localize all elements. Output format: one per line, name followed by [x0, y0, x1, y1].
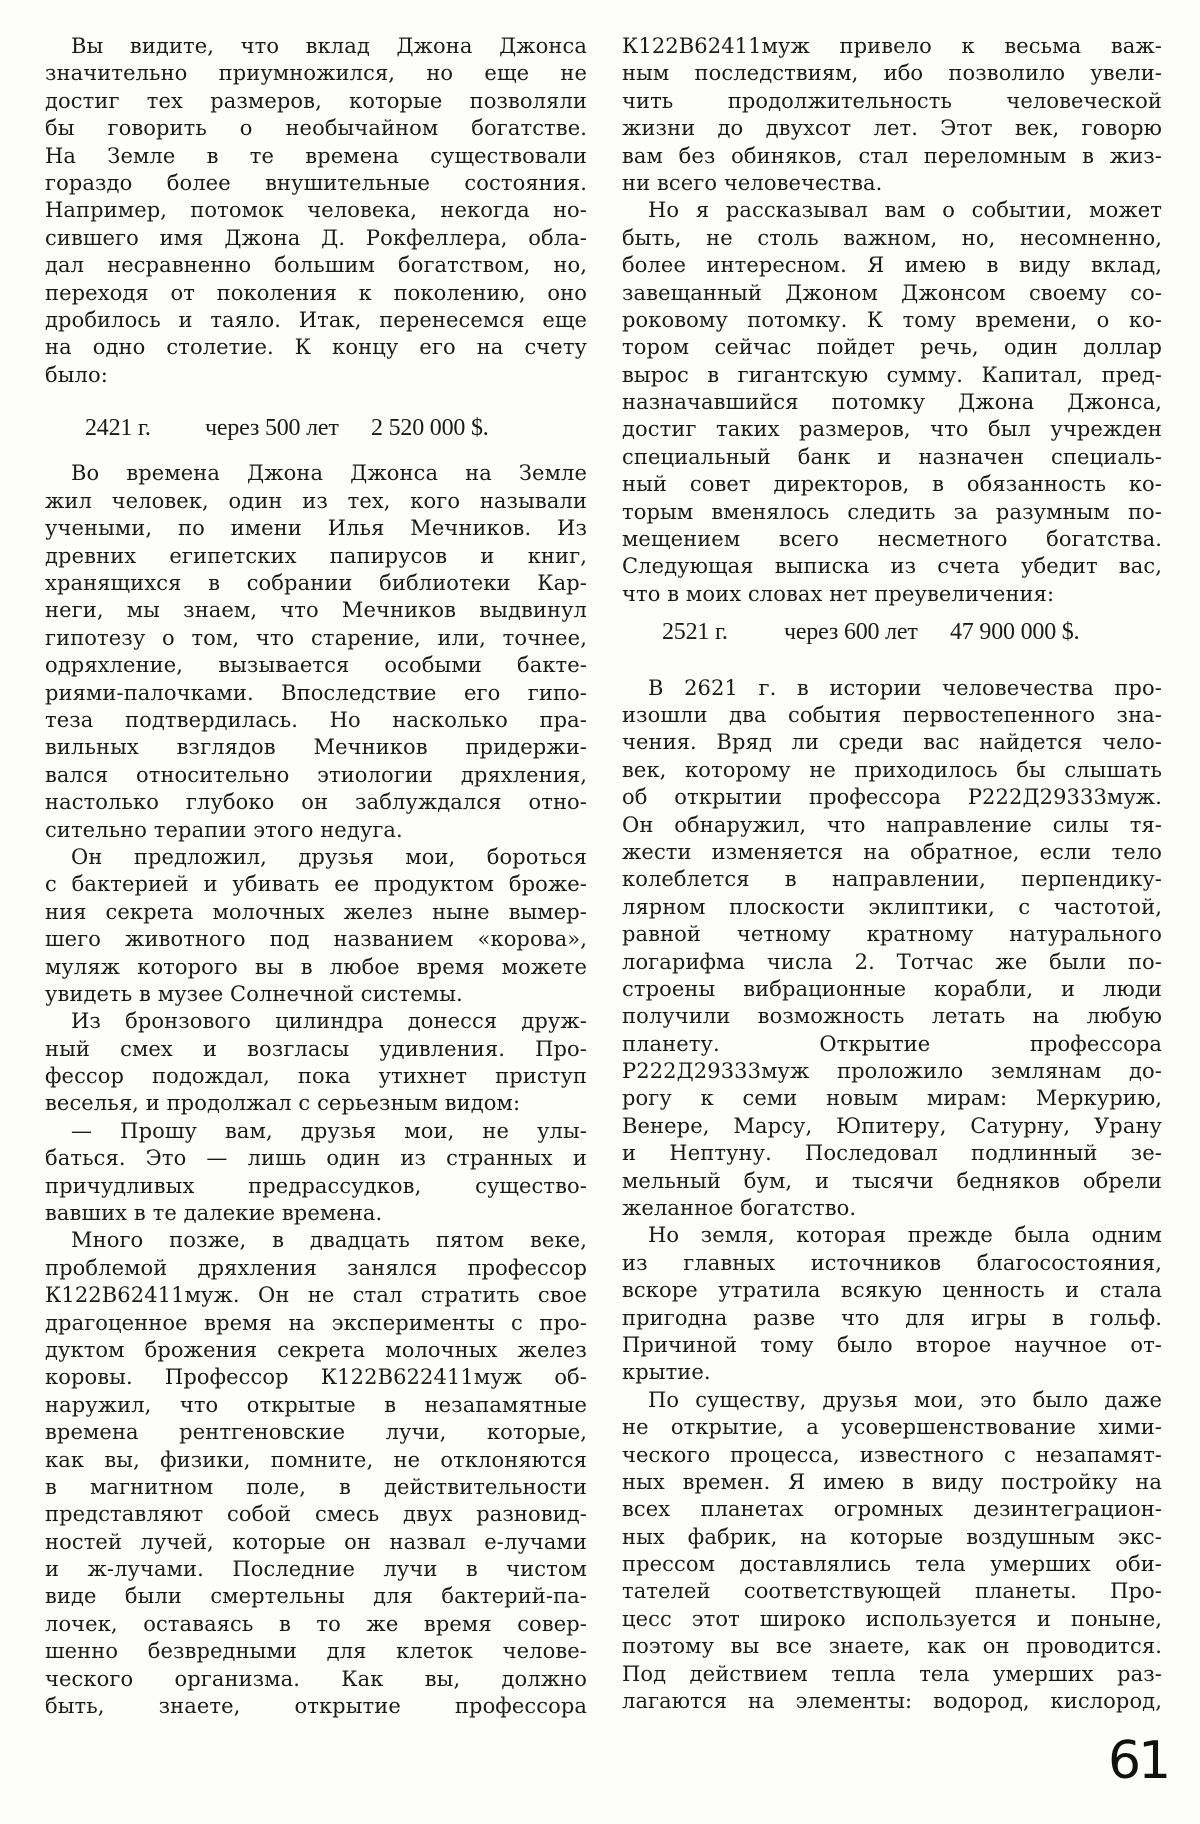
text-line: рогу к семи новым мирам: Меркурию, — [622, 1086, 1162, 1111]
text-line: вам без обиняков, стал переломным в жиз- — [622, 143, 1162, 168]
ledger-amount: 47 900 000 $. — [950, 619, 1080, 646]
text-line: не открытие, а усовершенствование хими- — [622, 1415, 1162, 1440]
paragraph — [622, 1387, 1162, 1716]
text-line: ческого организма. Как вы, должно — [45, 1666, 587, 1691]
right-column — [622, 33, 1162, 1715]
text-line: фессор подождал, пока утихнет приступ — [45, 1064, 587, 1089]
text-line: ния секрета молочных желез ныне вымер- — [45, 899, 587, 924]
text-line: хранящихся в собрании библиотеки Кар- — [45, 571, 587, 596]
text-line: Р222Д29333муж проложило землянам до- — [622, 1059, 1162, 1084]
text-line: более интересном. Я имею в виду вклад, — [622, 253, 1162, 278]
text-line: виде были смертельны для бактерий-па- — [45, 1584, 587, 1609]
text-line: сившего имя Джона Д. Рокфеллера, обла- — [45, 225, 587, 250]
text-line: дробилось и таяло. Итак, перенесемся еще — [45, 307, 587, 332]
text-line: проблемой дряхления занялся профессор — [45, 1255, 587, 1280]
paragraph — [622, 197, 1162, 608]
paragraph — [45, 1118, 587, 1228]
ledger-period: через 600 лет — [784, 619, 918, 646]
text-line: баться. Это — лишь один из странных и — [45, 1146, 587, 1171]
text-line: мещением всего несметного богатства. — [622, 527, 1162, 552]
text-line: шего животного под названием «корова», — [45, 927, 587, 952]
paragraph — [622, 675, 1162, 1223]
text-line: настолько глубоко он заблуждался отно- — [45, 790, 587, 815]
text-line: переходя от поколения к поколению, оно — [45, 280, 587, 305]
text-line: коровы. Профессор К122В622411муж об- — [45, 1365, 587, 1390]
paragraph — [45, 33, 587, 389]
text-line: Следующая выписка из счета убедит вас, — [622, 554, 1162, 579]
text-line: теза подтвердилась. Но насколько пра- — [45, 707, 587, 732]
ledger-year: 2421 г. — [85, 415, 151, 442]
text-line: ный совет директоров, в обязанность ко- — [622, 472, 1162, 497]
paragraph — [45, 1227, 587, 1720]
text-line: учеными, по имени Илья Мечников. Из — [45, 516, 587, 541]
text-line: логарифма числа 2. Тотчас же были по- — [622, 949, 1162, 974]
text-line: ных времен. Я имею в виду постройку на — [622, 1469, 1162, 1494]
text-line: В 2621 г. в истории человечества про- — [648, 675, 1162, 700]
text-line: Под действием тепла тела умерших раз- — [622, 1661, 1162, 1686]
text-line: Во времена Джона Джонса на Земле — [71, 461, 587, 486]
text-line: значительно приумножился, но еще не — [45, 61, 587, 86]
text-line: дал несравненно большим богатством, но, — [45, 253, 587, 278]
text-line: об открытии профессора Р222Д29333муж. — [622, 785, 1162, 810]
text-line: из главных источников благосостояния, — [622, 1250, 1162, 1275]
text-line: крытие. — [622, 1360, 711, 1385]
text-line: век, которому не приходилось бы слышать — [622, 757, 1162, 782]
text-line: изошли два события первостепенного зна- — [622, 702, 1162, 727]
account-ledger-entry-2421 — [85, 415, 587, 442]
text-line: вырос в гигантскую сумму. Капитал, пред- — [622, 362, 1162, 387]
paragraph — [45, 844, 587, 1008]
text-line: ным последствиям, ибо позволило увели- — [622, 61, 1162, 86]
text-line: Венере, Марсу, Юпитеру, Сатурну, Урану — [622, 1113, 1162, 1138]
left-column — [45, 33, 587, 1720]
text-line: вильных взглядов Мечников придержи- — [45, 735, 587, 760]
text-line: лочек, оставаясь в то же время совер- — [45, 1611, 587, 1636]
text-line: времена рентгеновские лучи, которые, — [45, 1420, 587, 1445]
text-line: гораздо более внушительные состояния. — [45, 170, 587, 195]
page-number: 61 — [1108, 1731, 1169, 1791]
text-line: и ж-лучами. Последние лучи в чистом — [45, 1557, 587, 1582]
text-line: веселья, и продолжал с серьезным видом: — [45, 1091, 521, 1116]
text-line: ных фабрик, на которые воздушным экс- — [622, 1524, 1162, 1549]
text-line: планету. Открытие профессора — [622, 1031, 1162, 1056]
ledger-amount: 2 520 000 $. — [371, 415, 489, 442]
text-line: цесс этот широко используется и поныне, — [622, 1606, 1162, 1631]
paragraph-continued — [622, 33, 1162, 197]
text-line: Вы видите, что вклад Джона Джонса — [71, 34, 587, 58]
text-line: строены вибрационные корабли, и люди — [622, 976, 1162, 1001]
text-line: как вы, физики, помните, не отклоняются — [45, 1447, 587, 1472]
text-line: мельный бум, и тысячи бедняков обрели — [622, 1168, 1162, 1193]
ledger-period: через 500 лет — [205, 415, 339, 442]
text-line: пригодна разве что для игры в гольф. — [622, 1305, 1162, 1330]
text-line: ностей лучей, которые он назвал е-лучами — [45, 1529, 587, 1554]
text-line: на одно столетие. К концу его на счету — [45, 335, 587, 360]
text-line: что в моих словах нет преувеличения: — [622, 581, 1055, 606]
text-line: прессом доставлялись тела умерших оби- — [622, 1552, 1162, 1577]
text-line: вался относительно этиологии дряхления, — [45, 762, 587, 787]
text-line: древних египетских папирусов и книг, — [45, 543, 587, 568]
text-line: равной четному кратному натурального — [622, 922, 1162, 947]
text-line: сительно терапии этого недуга. — [45, 817, 403, 842]
text-line: быть, знаете, открытие профессора — [45, 1694, 587, 1719]
text-line: вскоре утратила всякую ценность и стала — [622, 1278, 1162, 1303]
account-ledger-entry-2521 — [662, 619, 1162, 646]
text-line: быть, не столь важном, но, несомненно, — [622, 225, 1162, 250]
text-line: лярном плоскости эклиптики, с частотой, — [622, 894, 1162, 919]
text-line: Из бронзового цилиндра донесся друж- — [71, 1009, 587, 1034]
text-line: наружил, что открытые в незапамятные — [45, 1392, 587, 1417]
text-line: было: — [45, 362, 108, 387]
text-line: ческого процесса, известного с незапамят- — [622, 1442, 1162, 1467]
text-line: одряхление, вызывается особыми бакте- — [45, 653, 587, 678]
paragraph — [45, 1008, 587, 1118]
text-line: представляют собой смесь двух разновид- — [45, 1502, 587, 1527]
ledger-year: 2521 г. — [662, 619, 728, 646]
text-line: специальный банк и назначен специаль- — [622, 444, 1162, 469]
text-line: причудливых предрассудков, существо- — [45, 1173, 587, 1198]
text-line: Причиной тому было второе научное от- — [622, 1332, 1162, 1357]
text-line: гипотезу о том, что старение, или, точнее, — [45, 625, 587, 650]
text-line: вавших в те далекие времена. — [45, 1201, 383, 1226]
text-line: шенно безвредными для клеток челове- — [45, 1639, 587, 1664]
text-line: назначавшийся потомку Джона Джонса, — [622, 390, 1162, 415]
text-line: чения. Вряд ли среди вас найдется чело- — [622, 730, 1162, 755]
text-line: — Прошу вам, друзья мои, не улы- — [71, 1118, 587, 1143]
text-line: ный смех и возгласы удивления. Про- — [45, 1036, 587, 1061]
text-line: роковому потомку. К тому времени, о ко- — [622, 307, 1162, 332]
text-line: ни всего человечества. — [622, 170, 883, 195]
text-line: Много позже, в двадцать пятом веке, — [71, 1228, 587, 1253]
text-line: К122В62411муж привело к весьма важ- — [622, 34, 1162, 58]
text-line: муляж которого вы в любое время можете — [45, 954, 587, 979]
text-line: лагаются на элементы: водород, кислород, — [622, 1689, 1162, 1714]
paragraph — [622, 1222, 1162, 1386]
text-line: увидеть в музее Солнечной системы. — [45, 981, 463, 1006]
text-line: Он предложил, друзья мои, бороться — [71, 844, 587, 869]
text-line: На Земле в те времена существовали — [45, 143, 587, 168]
text-line: в магнитном поле, в действительности — [45, 1474, 587, 1499]
text-line: Он обнаружил, что направление силы тя- — [622, 812, 1162, 837]
text-line: торым вменялось следить за разумным по- — [622, 499, 1162, 524]
text-line: риями-палочками. Впоследствие его гипо- — [45, 680, 587, 705]
text-line: тателей соответствующей планеты. Про- — [622, 1579, 1162, 1604]
text-line: бы говорить о необычайном богатстве. — [45, 116, 587, 141]
text-line: Но земля, которая прежде была одним — [648, 1223, 1162, 1248]
text-line: с бактерией и убивать ее продуктом броже- — [45, 872, 587, 897]
text-line: тором сейчас пойдет речь, один доллар — [622, 335, 1162, 360]
text-line: чить продолжительность человеческой — [622, 88, 1162, 113]
text-line: получили возможность летать на любую — [622, 1004, 1162, 1029]
text-line: Например, потомок человека, некогда но- — [45, 198, 587, 223]
paragraph — [45, 460, 587, 843]
text-line: колеблется в направлении, перпендику- — [622, 867, 1162, 892]
text-line: поэтому вы все знаете, как он проводится. — [622, 1634, 1162, 1659]
text-line: жил человек, один из тех, кого называли — [45, 488, 587, 513]
text-line: достиг тех размеров, которые позволяли — [45, 88, 587, 113]
text-line: К122В62411муж. Он не стал стратить свое — [45, 1283, 587, 1308]
text-line: завещанный Джоном Джонсом своему со- — [622, 280, 1162, 305]
text-line: желанное богатство. — [622, 1196, 857, 1221]
text-line: жизни до двухсот лет. Этот век, говорю — [622, 116, 1162, 141]
text-line: достиг таких размеров, что был учрежден — [622, 417, 1162, 442]
text-line: Но я рассказывал вам о событии, может — [648, 198, 1162, 223]
text-line: жести изменяется на обратное, если тело — [622, 839, 1162, 864]
text-line: дуктом брожения секрета молочных желез — [45, 1337, 587, 1362]
text-line: всех планетах огромных дезинтеграцион- — [622, 1497, 1162, 1522]
text-line: неги, мы знаем, что Мечников выдвинул — [45, 598, 587, 623]
text-line: драгоценное время на эксперименты с про- — [45, 1310, 587, 1335]
text-line: и Нептуну. Последовал подлинный зе- — [622, 1141, 1162, 1166]
text-line: По существу, друзья мои, это было даже — [648, 1387, 1162, 1412]
